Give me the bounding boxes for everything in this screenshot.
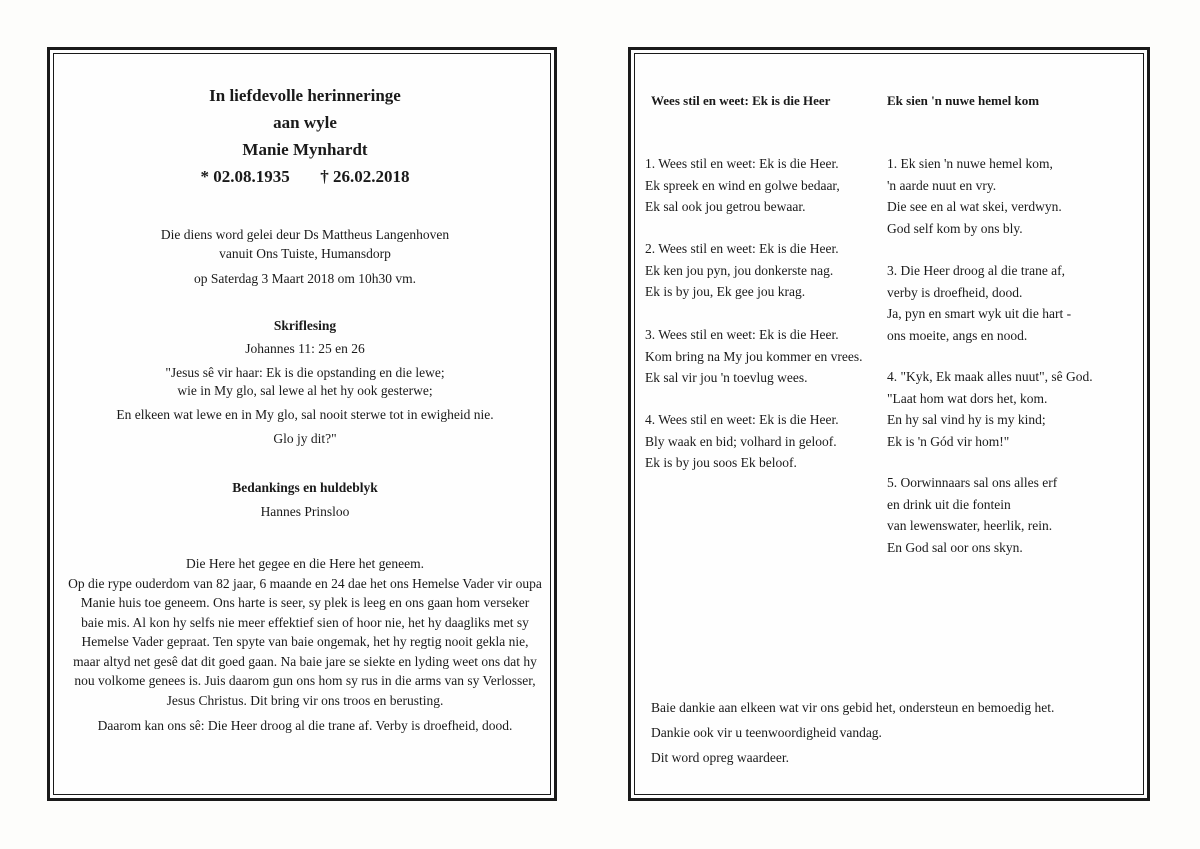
hymn-2-verse-3	[887, 260, 1071, 346]
verse-line: 3. Die Heer droog al die trane af,	[887, 263, 1066, 278]
hymn-1-verse-2	[645, 238, 839, 303]
verse-line: Kom bring na My jou kommer en vrees.	[645, 348, 863, 364]
verse-line: Ek sal ook jou getrou bewaar.	[645, 199, 806, 214]
tribute-closing: Daarom kan ons sê: Die Heer droog al die trane af. Verby is droefheid, dood.	[97, 718, 513, 733]
heading-line-1: In liefdevolle herinneringe	[209, 86, 401, 105]
verse-line: 'n aarde nuut en vry.	[887, 177, 997, 193]
verse-line: Ek ken jou pyn, jou donkerste nag.	[645, 262, 834, 278]
death-date: 26.02.2018	[333, 167, 410, 186]
birth-date: 02.08.1935	[213, 167, 290, 186]
verse-line: En hy sal vind hy is my kind;	[887, 412, 1046, 427]
verse-line: 1. Ek sien 'n nuwe hemel kom,	[887, 156, 1053, 171]
verse-line: van lewenswater, heerlik, rein.	[887, 518, 1053, 533]
hymn-2-title: Ek sien 'n nuwe hemel kom	[887, 93, 1040, 108]
verse-line: en drink uit die fontein	[887, 496, 1011, 512]
hymn-2-verse-4	[887, 366, 1093, 452]
verse-line: 2. Wees stil en weet: Ek is die Heer.	[645, 241, 839, 256]
verse-line: Ek sal vir jou 'n toevlug wees.	[645, 370, 808, 385]
tribute	[68, 554, 542, 736]
title-block	[50, 82, 560, 190]
footer-line-3: Dit word opreg waardeer.	[651, 750, 789, 765]
scripture-text-1: "Jesus sê vir haar: Ek is die opstanding en die lewe; wie in My glo, sal lewe al het hy ook gesterwe;	[165, 365, 445, 398]
service-line-1: Die diens word gelei deur Ds Mattheus Langenhoven	[160, 227, 450, 242]
verse-line: 1. Wees stil en weet: Ek is die Heer.	[645, 156, 839, 171]
scripture-text-2: En elkeen wat lewe en in My glo, sal nooit sterwe tot in ewigheid nie.	[116, 407, 494, 422]
left-page	[47, 47, 557, 801]
service-line-2: vanuit Ons Tuiste, Humansdorp	[219, 246, 391, 261]
footer-line-2: Dankie ook vir u teenwoordigheid vandag.	[651, 725, 882, 740]
verse-line: God self kom by ons bly.	[887, 220, 1023, 236]
verse-line: Die see en al wat skei, verdwyn.	[887, 199, 1062, 214]
tribute-text: Die Here het gegee en die Here het geneem. Op die rype ouderdom van 82 jaar, 6 maande en 24 dae het ons Hemelse Vader vir oupa Manie huis toe geneem. Ons harte is seer, sy plek is leeg en ons gaan hom verseker baie mis. Al kon hy selfs nie meer effektief sien of hoor nie, het hy daagliks met sy Hemelse Vader gepraat. Ten spyte van baie ongemak, het hy regtig nooit gekla nie, maar altyd net gesê dat dit goed gaan. Na baie jare se siekte en lyding weet ons dat hy nou volkome genees is. Juis daarom gun ons hom sy rus in die arms van sy Verlosser, Jesus Christus. Dit bring vir ons troos en berusting.	[68, 556, 542, 708]
verse-line: En God sal oor ons skyn.	[887, 539, 1023, 555]
verse-line: 5. Oorwinnaars sal ons alles erf	[887, 475, 1058, 490]
verse-line: ons moeite, angs en nood.	[887, 327, 1028, 343]
scripture-block	[50, 340, 560, 454]
scripture-text-3: Glo jy dit?"	[273, 431, 337, 446]
hymn-2-verse-5	[887, 472, 1057, 558]
scripture-reference: Johannes 11: 25 en 26	[245, 341, 365, 356]
thanks-name: Hannes Prinsloo	[260, 504, 350, 519]
hymn-1-verse-1	[645, 153, 840, 218]
verse-line: Bly waak en bid; volhard in geloof.	[645, 433, 837, 449]
scripture-heading: Skriflesing	[273, 318, 337, 333]
verse-line: Ek is 'n Gód vir hom!"	[887, 433, 1010, 449]
hymn-2-verse-1	[887, 153, 1062, 239]
cross-icon: †	[320, 167, 329, 186]
life-dates	[50, 163, 560, 190]
hymn-1-verse-3	[645, 324, 862, 389]
service-info	[50, 225, 560, 288]
verse-line: Ek is by jou soos Ek beloof.	[645, 455, 797, 470]
hymn-1-verse-4	[645, 409, 839, 474]
verse-line: Ek spreek en wind en golwe bedaar,	[645, 177, 840, 193]
verse-line: 4. "Kyk, Ek maak alles nuut", sê God.	[887, 369, 1093, 384]
birth-mark: *	[200, 167, 209, 186]
closing-thanks	[651, 695, 1054, 770]
verse-line: Ja, pyn en smart wyk uit die hart -	[887, 306, 1072, 321]
verse-line: 3. Wees stil en weet: Ek is die Heer.	[645, 327, 839, 342]
footer-line-1: Baie dankie aan elkeen wat vir ons gebid het, ondersteun en bemoedig het.	[651, 700, 1055, 715]
hymn-1-title: Wees stil en weet: Ek is die Heer	[651, 93, 831, 108]
thanks-heading: Bedankings en huldeblyk	[232, 480, 378, 495]
verse-line: 4. Wees stil en weet: Ek is die Heer.	[645, 412, 839, 427]
service-line-3: op Saterdag 3 Maart 2018 om 10h30 vm.	[194, 271, 416, 286]
heading-line-2: aan wyle	[273, 113, 337, 132]
verse-line: verby is droefheid, dood.	[887, 284, 1023, 300]
verse-line: "Laat hom wat dors het, kom.	[887, 390, 1048, 406]
verse-line: Ek is by jou, Ek gee jou krag.	[645, 284, 806, 299]
deceased-name: Manie Mynhardt	[242, 140, 368, 159]
right-page	[628, 47, 1150, 801]
